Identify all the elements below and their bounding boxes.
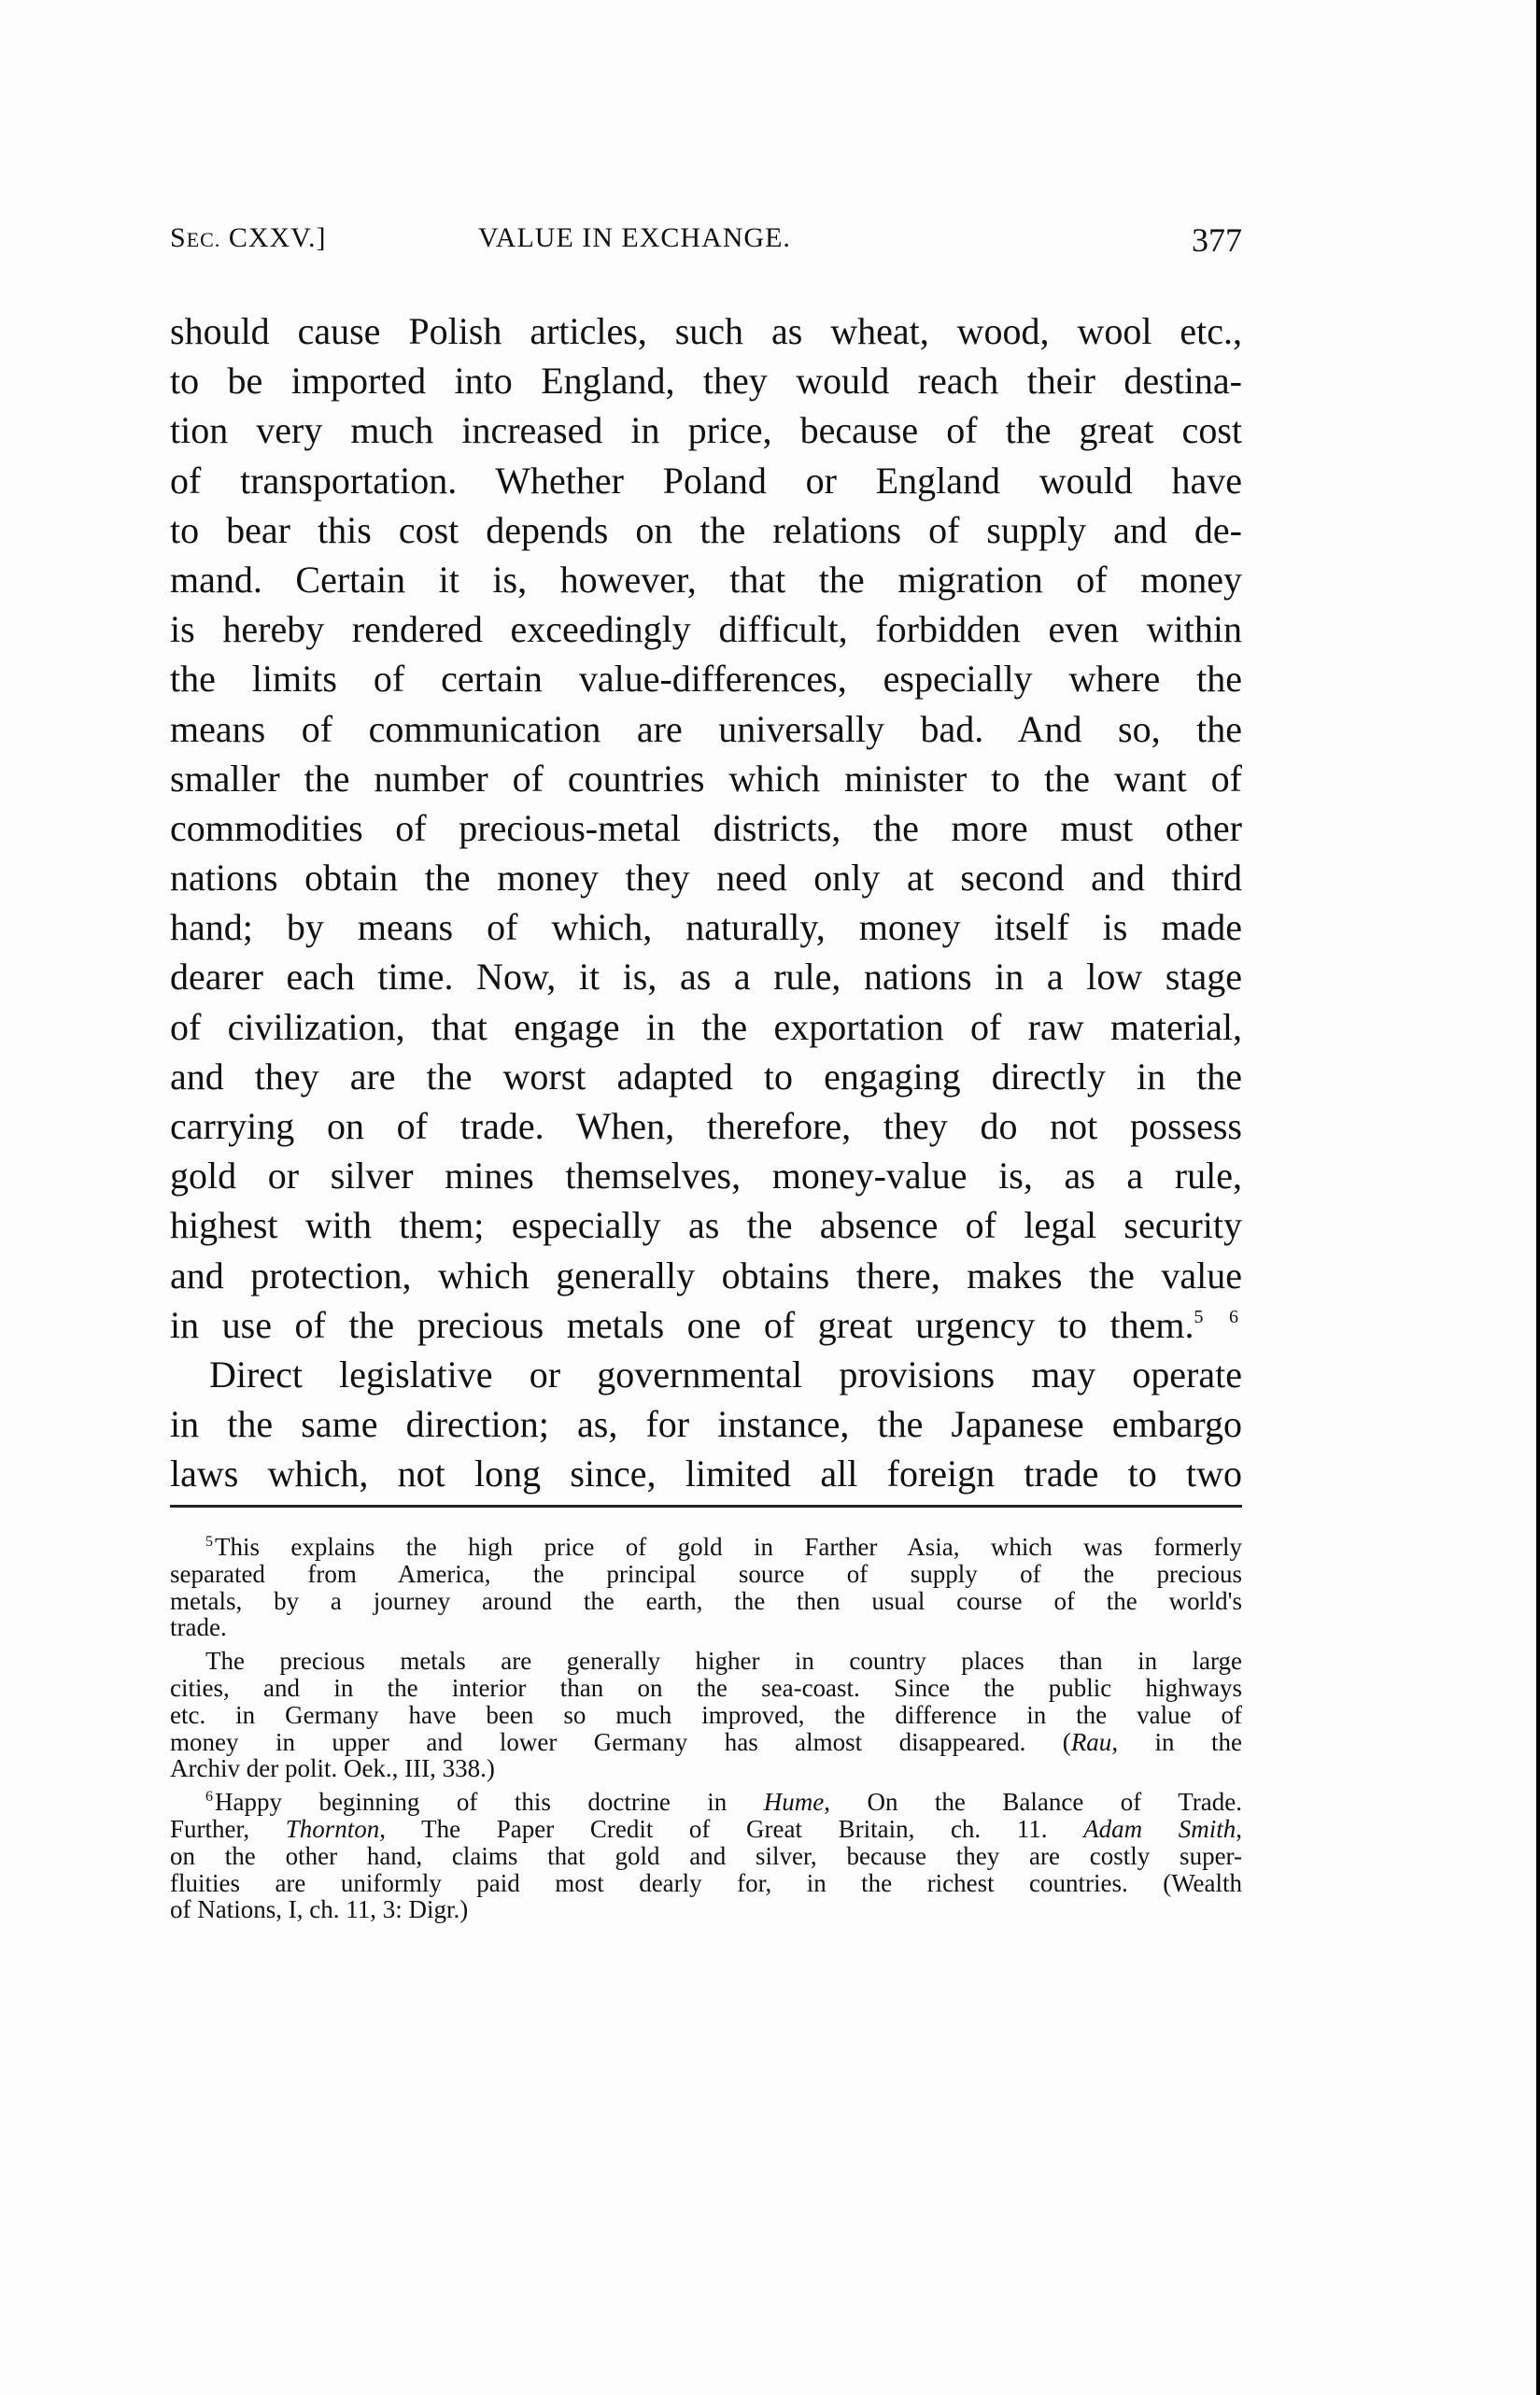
footnote-6-line [170,1816,1242,1843]
footnote-5-para2-line: cities, and in the interior than on the sea-coast. Since the public highways [170,1673,1242,1702]
body-line: highest with them; especially as the absence of legal security [170,1204,1242,1247]
footnote-marker-6: 6 [205,1789,213,1806]
body-line: to bear this cost depends on the relations of supply and de- [170,508,1242,551]
body-line: carrying on of trade. When, therefore, they do not possess [170,1105,1242,1147]
body-line: of transportation. Whether Poland or England would have [170,459,1242,502]
section-number: CXXV.] [220,222,327,253]
page-edge-border [1536,0,1540,2395]
body-line: mand. Certain it is, however, that the migration of money [170,558,1242,601]
body-line: and protection, which generally obtains there, makes the value [170,1254,1242,1297]
footnote-reference-5-6[interactable]: 5 6 [1194,1306,1243,1327]
body-line: hand; by means of which, naturally, money itself is made [170,906,1242,949]
body-line: tion very much increased in price, because of the great cost [170,409,1242,452]
paragraph-start-line: Direct legislative or governmental provisions may operate [209,1353,1242,1396]
body-line: dearer each time. Now, it is, as a rule, nations in a low stage [170,956,1242,999]
footnote-marker-5: 5 [205,1534,213,1550]
section-prefix-cap: S [170,222,187,253]
body-line: and they are the worst adapted to engaging directly in the [170,1055,1242,1098]
citation-author-thornton: Thornton [285,1814,380,1843]
body-line: commodities of precious-metal districts, the more must other [170,806,1242,849]
footnote-5-line: trade. [170,1613,227,1642]
footnotes [170,1534,1242,1923]
footnote-text: This explains the high price of gold in Farther Asia, which was formerly [215,1533,1242,1561]
running-head [170,222,1242,269]
body-line: is hereby rendered exceedingly difficult, forbidden even within [170,608,1242,651]
footnote-6-line: on the other hand, claims that gold and silver, because they are costly super- [170,1841,1242,1870]
chapter-title: VALUE IN EXCHANGE. [478,222,791,253]
body-line: means of communication are universally bad. And so, the [170,707,1242,750]
body-line: laws which, not long since, limited all foreign trade to two [170,1453,1242,1495]
footnote-6-line [170,1789,1242,1816]
body-line: gold or silver mines themselves, money-value is, as a rule, [170,1155,1242,1198]
page-number: 377 [1192,221,1242,259]
body-text [170,306,1242,1499]
body-line: in the same direction; as, for instance, the Japanese embargo [170,1403,1242,1446]
footnote-5-para2-line [170,1729,1242,1756]
footnote-5-line [170,1534,1242,1561]
footnote-separator-rule [170,1505,1242,1508]
footnote-6-line: of Nations, I, ch. 11, 3: Digr.) [170,1895,469,1924]
footnote-text: , The Paper Credit of Great Britain, ch. 11. [379,1814,1084,1843]
footnote-5-para2-line: The precious metals are generally higher in country places than in large [205,1647,1242,1676]
footnote-text: Further, [170,1814,286,1843]
section-prefix-smallcaps: EC. [186,228,221,251]
footnote-5-para2-line: etc. in Germany have been so much improved, the difference in the value of [170,1700,1242,1729]
footnote-5-line: metals, by a journey around the earth, the then usual course of the world's [170,1586,1242,1615]
body-line: smaller the number of countries which minister to the want of [170,757,1242,800]
footnote-6-line: fluities are uniformly paid most dearly for, in the richest countries. (Wealth [170,1868,1242,1897]
footnote-text: , On the Balance of Trade. [824,1788,1243,1817]
body-line: of civilization, that engage in the exportation of raw material, [170,1005,1242,1048]
footnote-text: money in upper and lower Germany has almost disappeared. ( [170,1727,1071,1756]
citation-author-adam-smith: Adam Smith [1083,1814,1236,1843]
citation-author-hume: Hume [763,1788,825,1817]
footnote-5-line: separated from America, the principal source of supply of the precious [170,1559,1242,1588]
body-line: to be imported into England, they would reach their destina- [170,360,1242,403]
body-line-with-footnote-refs [170,1300,1242,1350]
footnote-text: Happy beginning of this doctrine in [215,1788,764,1817]
body-line: should cause Polish articles, such as wheat, wood, wool etc., [170,310,1242,352]
footnote-text: , in the [1111,1727,1242,1756]
citation-author-rau: Rau [1070,1727,1112,1756]
body-line: nations obtain the money they need only at second and third [170,857,1242,900]
body-line: the limits of certain value-differences, especially where the [170,658,1242,701]
footnote-text: , [1236,1814,1242,1843]
body-line-text: in use of the precious metals one of great urgency to them. [170,1303,1194,1346]
section-label [170,222,326,254]
footnote-5-para2-line: Archiv der polit. Oek., III, 338.) [170,1754,495,1783]
